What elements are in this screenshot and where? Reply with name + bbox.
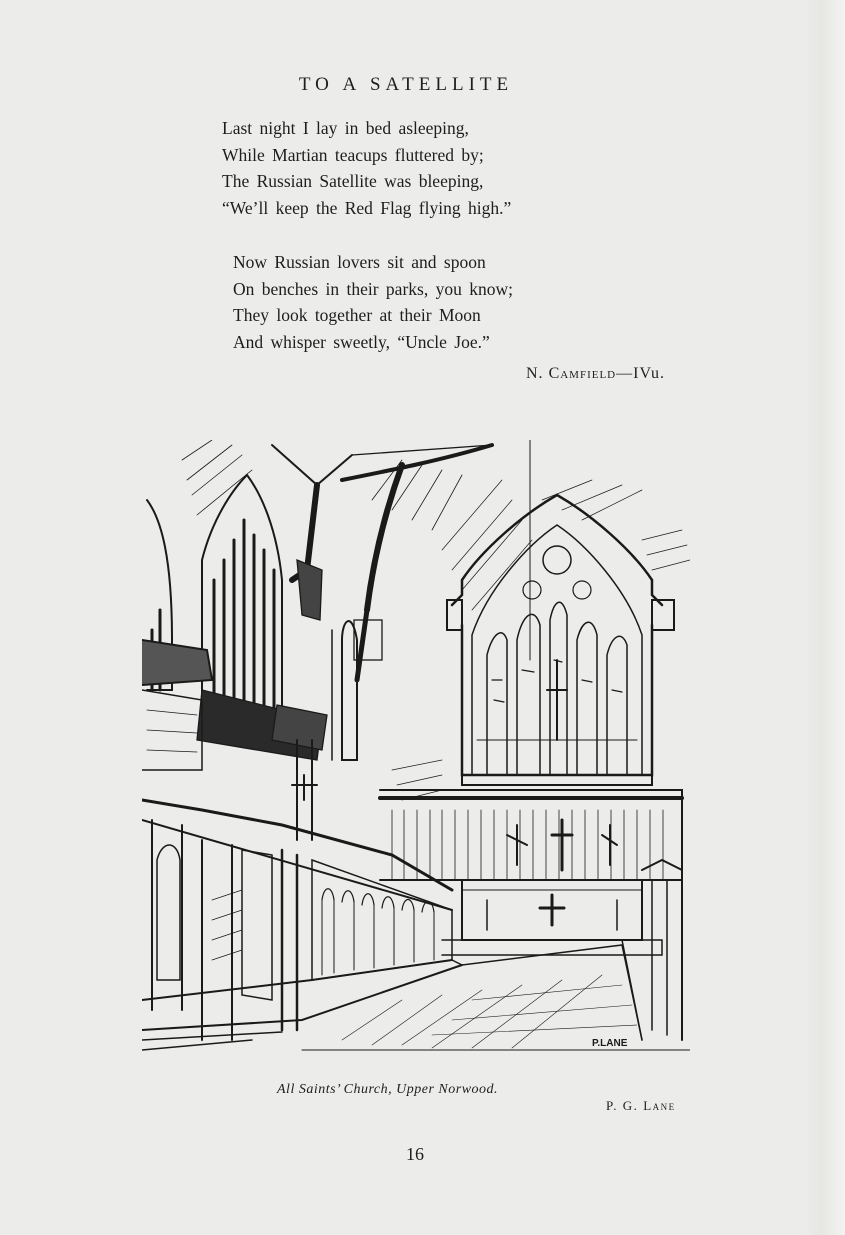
poem-line: The Russian Satellite was bleeping, bbox=[222, 171, 484, 191]
page-edge bbox=[805, 0, 845, 1235]
artist-credit bbox=[606, 1098, 676, 1114]
poem-line: And whisper sweetly, “Uncle Joe.” bbox=[233, 331, 490, 352]
stanza-2 bbox=[233, 249, 513, 355]
poem-line: Now Russian lovers sit and spoon bbox=[233, 252, 486, 272]
poem-line: Last night I lay in bed asleeping, bbox=[222, 118, 469, 138]
illustration-caption: All Saints’ Church, Upper Norwood. bbox=[277, 1082, 499, 1097]
poem-author bbox=[526, 365, 665, 383]
artist-signature: P.LANE bbox=[592, 1038, 628, 1049]
poem-line: On benches in their parks, you know; bbox=[233, 278, 513, 299]
author-surname: Camfield bbox=[548, 365, 617, 382]
poem-line: While Martian teacups fluttered by; bbox=[222, 144, 484, 165]
author-initial: N. bbox=[526, 365, 544, 382]
page-number: 16 bbox=[406, 1144, 424, 1164]
poem-line: “We’ll keep the Red Flag flying high.” bbox=[222, 197, 512, 218]
artist-surname: Lane bbox=[643, 1098, 676, 1113]
author-form: —IVu. bbox=[616, 365, 666, 382]
stanza-1 bbox=[222, 115, 511, 221]
poem-line: They look together at their Moon bbox=[233, 305, 481, 325]
artist-initials: P. G. bbox=[606, 1098, 639, 1113]
church-interior-drawing bbox=[142, 440, 690, 1062]
poem-title: TO A SATELLITE bbox=[298, 74, 514, 95]
